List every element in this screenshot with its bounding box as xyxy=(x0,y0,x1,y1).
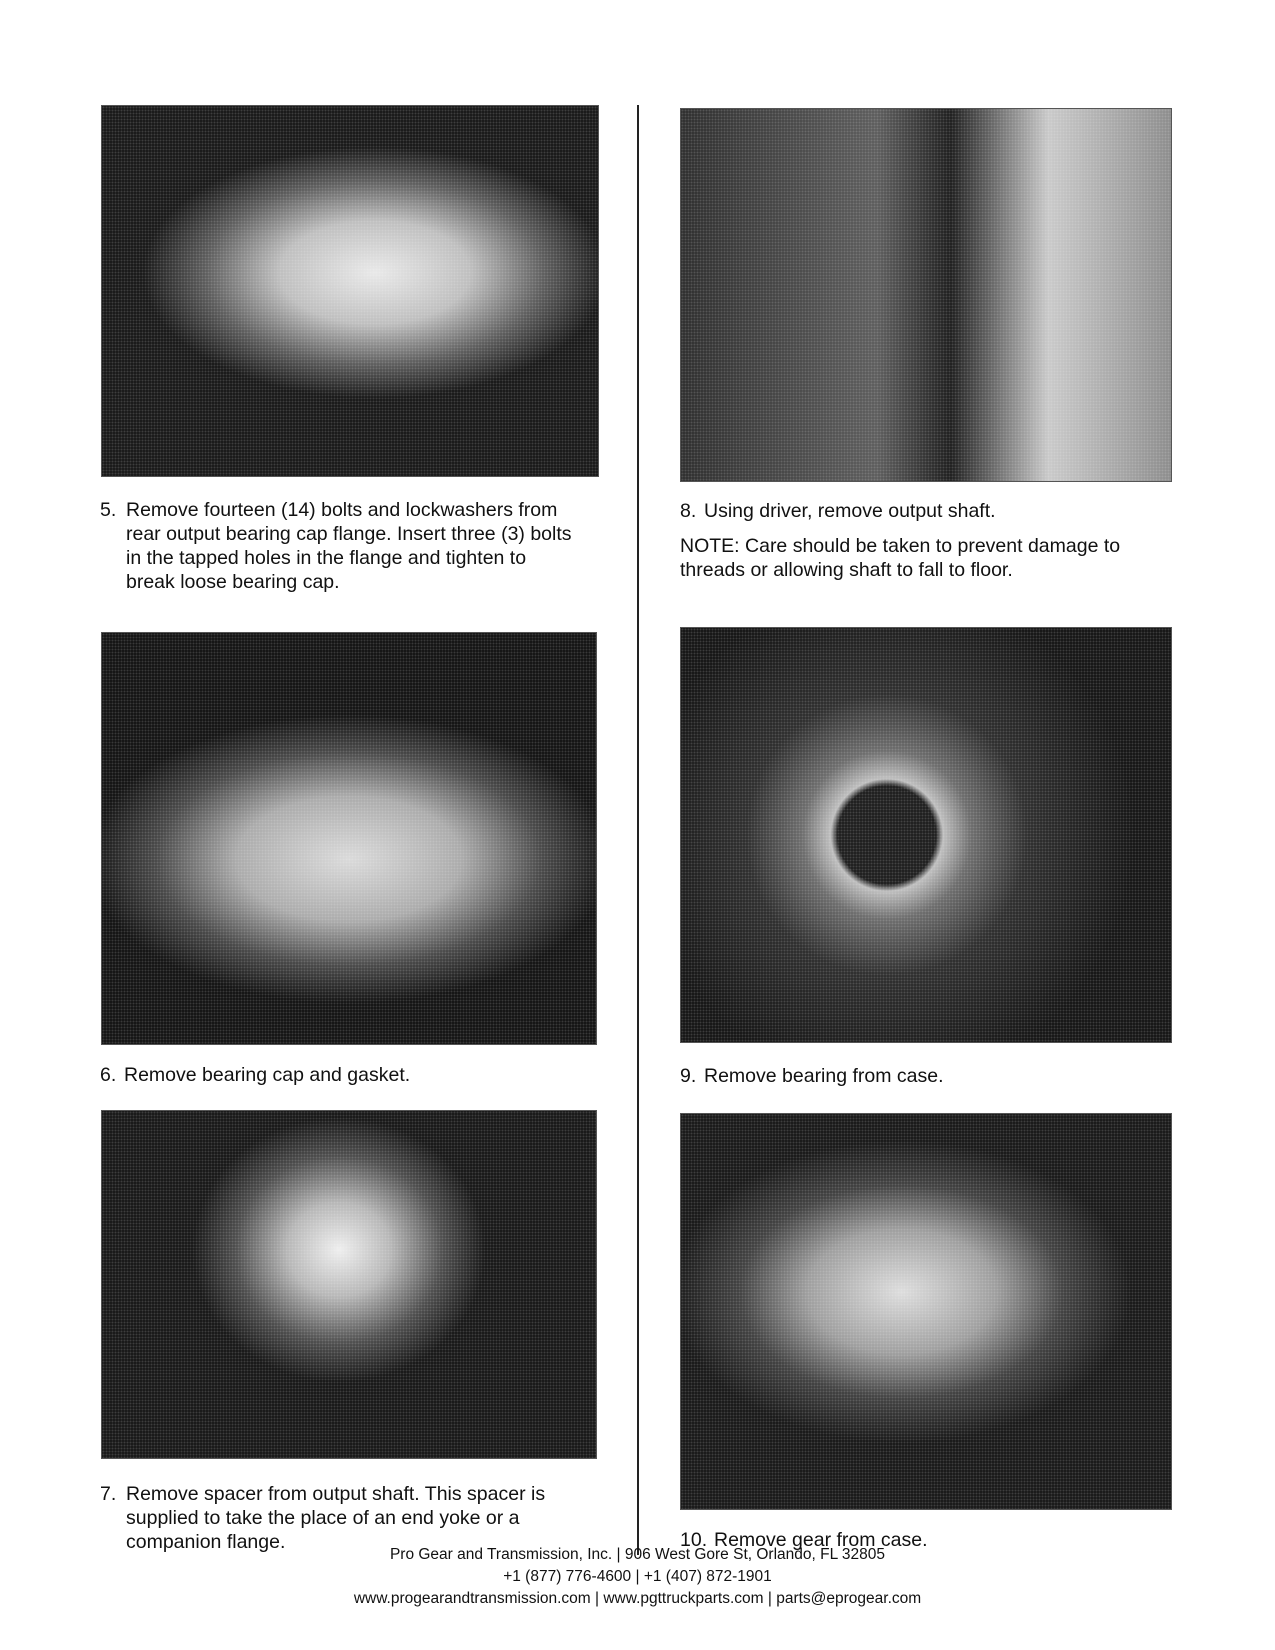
footer-phone-numbers: +1 (877) 776-4600 | +1 (407) 872-1901 xyxy=(503,1568,772,1585)
step-6-text: Remove bearing cap and gasket. xyxy=(124,1064,411,1086)
photo-step-10-remove-gear xyxy=(680,1113,1172,1510)
note-label: NOTE: xyxy=(680,535,740,557)
step-5-text: Remove fourteen (14) bolts and lockwashers from rear output bearing cap flange. Insert three (3) bolts in the tapped holes in the flange and tighten to break loose bearing cap. xyxy=(126,499,572,593)
footer-company-address: Pro Gear and Transmission, Inc. | 906 West Gore St, Orlando, FL 32805 xyxy=(389,1546,886,1563)
step-8-number: 8. xyxy=(680,500,697,522)
step-7-caption xyxy=(100,1482,560,1554)
note-caption xyxy=(680,534,1135,582)
step-7-text: Remove spacer from output shaft. This spacer is supplied to take the place of an end yoke or a companion flange. xyxy=(126,1483,546,1553)
step-6-number: 6. xyxy=(100,1064,117,1086)
note-text: Care should be taken to prevent damage to threads or allowing shaft to fall to floor. xyxy=(680,535,1121,581)
step-10-number: 10. xyxy=(680,1529,708,1551)
step-5-caption xyxy=(100,498,580,594)
step-6-caption xyxy=(100,1063,580,1087)
photo-step-8-remove-output-shaft xyxy=(680,108,1172,482)
step-7-number: 7. xyxy=(100,1483,117,1505)
step-5-number: 5. xyxy=(100,499,117,521)
step-10-text: Remove gear from case. xyxy=(714,1529,928,1551)
step-8-text: Using driver, remove output shaft. xyxy=(704,500,996,522)
column-divider xyxy=(637,105,639,1555)
photo-step-7-remove-spacer xyxy=(101,1110,597,1459)
photo-step-5-bearing-cap-flange xyxy=(101,105,599,477)
step-9-caption xyxy=(680,1064,1160,1088)
photo-step-9-remove-bearing xyxy=(680,627,1172,1043)
step-8-caption xyxy=(680,499,1160,523)
footer-web-links: www.progearandtransmission.com | www.pgttruckparts.com | parts@eprogear.com xyxy=(353,1590,922,1607)
step-9-text: Remove bearing from case. xyxy=(704,1065,944,1087)
step-9-number: 9. xyxy=(680,1065,697,1087)
photo-step-6-remove-bearing-cap xyxy=(101,632,597,1045)
